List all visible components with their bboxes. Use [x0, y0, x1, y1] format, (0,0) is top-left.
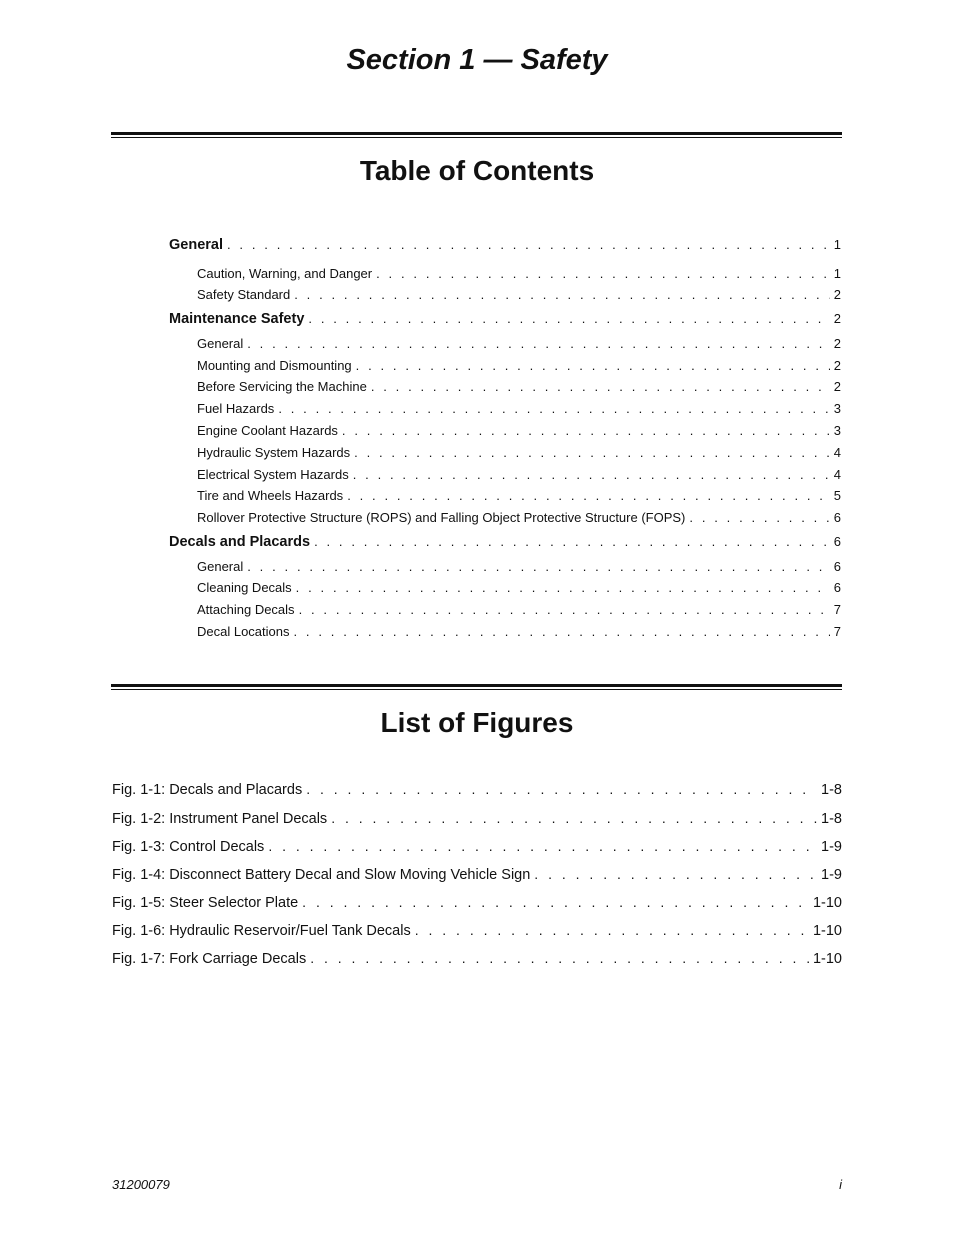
- toc-entry-page: 2: [833, 358, 841, 373]
- toc-entry-label: Mounting and Dismounting: [197, 358, 352, 373]
- toc-entry-attaching-decals[interactable]: [197, 602, 841, 617]
- section-title: Section 1 — Safety: [346, 44, 608, 76]
- figure-entry-1-5[interactable]: [112, 894, 842, 911]
- figure-entry-1-3[interactable]: [112, 838, 842, 855]
- figure-entry-label: Fig. 1-7: Fork Carriage Decals: [112, 951, 307, 967]
- toc-entry-page: 7: [833, 602, 841, 617]
- toc-entry-decals-general[interactable]: [197, 559, 841, 574]
- toc-entry-label: General: [169, 237, 223, 253]
- divider-rule: [111, 684, 842, 690]
- figure-entry-1-1[interactable]: [112, 781, 842, 798]
- toc-entry-maintenance-general[interactable]: [197, 336, 841, 351]
- toc-heading: Table of Contents: [359, 155, 595, 186]
- toc-entry-electrical-system-hazards[interactable]: [197, 467, 841, 482]
- toc-entry-label: Rollover Protective Structure (ROPS) and Falling Object Protective Structure (FOPS): [197, 510, 686, 525]
- toc-entry-page: 2: [833, 311, 841, 326]
- figure-entry-label: Fig. 1-4: Disconnect Battery Decal and Slow Moving Vehicle Sign: [112, 867, 531, 883]
- toc-entry-maintenance-safety[interactable]: [169, 311, 841, 327]
- toc-entry-page: 2: [833, 379, 841, 394]
- toc-entry-label: Maintenance Safety: [169, 311, 305, 327]
- toc-entry-page: 6: [833, 559, 841, 574]
- divider-rule: [111, 132, 842, 138]
- toc-entry-label: Hydraulic System Hazards: [197, 445, 351, 460]
- toc-entry-page: 5: [833, 488, 841, 503]
- figure-entry-1-4[interactable]: [112, 866, 842, 883]
- footer-page-number: i: [839, 1177, 842, 1192]
- toc-entry-decals-placards[interactable]: [169, 534, 841, 550]
- toc-entry-label: Attaching Decals: [197, 602, 295, 617]
- figure-entry-1-2[interactable]: [112, 810, 842, 827]
- figure-entry-label: Fig. 1-1: Decals and Placards: [112, 782, 303, 798]
- toc-entry-caution-warning-danger[interactable]: [197, 266, 841, 281]
- toc-entry-label: Decal Locations: [197, 624, 290, 639]
- toc-entry-cleaning-decals[interactable]: [197, 580, 841, 595]
- figure-entry-label: Fig. 1-6: Hydraulic Reservoir/Fuel Tank Decals: [112, 923, 411, 939]
- toc-entry-page: 7: [833, 624, 841, 639]
- toc-entry-page: 6: [833, 580, 841, 595]
- toc-entry-engine-coolant-hazards[interactable]: [197, 423, 841, 438]
- figure-entry-page: 1-10: [812, 951, 842, 967]
- toc-entry-label: Fuel Hazards: [197, 401, 275, 416]
- toc-entry-rops-fops[interactable]: [197, 510, 841, 525]
- toc-entry-label: Safety Standard: [197, 287, 291, 302]
- toc-entry-page: 1: [833, 266, 841, 281]
- toc-entry-fuel-hazards[interactable]: [197, 401, 841, 416]
- toc-entry-page: 4: [833, 467, 841, 482]
- figure-entry-page: 1-9: [821, 839, 842, 855]
- figure-entry-page: 1-9: [821, 867, 842, 883]
- toc-entry-before-servicing[interactable]: [197, 379, 841, 394]
- figure-entry-label: Fig. 1-3: Control Decals: [112, 839, 265, 855]
- toc-entry-label: Engine Coolant Hazards: [197, 423, 338, 438]
- figure-entry-1-6[interactable]: [112, 922, 842, 939]
- toc-entry-page: 6: [833, 534, 841, 549]
- toc-entry-page: 2: [833, 336, 841, 351]
- toc-entry-tire-wheels-hazards[interactable]: [197, 488, 841, 503]
- toc-entry-page: 6: [833, 510, 841, 525]
- toc-entry-label: Electrical System Hazards: [197, 467, 349, 482]
- toc-entry-label: Decals and Placards: [169, 534, 311, 550]
- toc-entry-decal-locations[interactable]: [197, 624, 841, 639]
- toc-entry-label: General: [197, 559, 244, 574]
- toc-entry-page: 2: [833, 287, 841, 302]
- toc-entry-label: General: [197, 336, 244, 351]
- figure-entry-page: 1-8: [821, 782, 842, 798]
- toc-entry-label: Cleaning Decals: [197, 580, 292, 595]
- toc-entry-mounting-dismounting[interactable]: [197, 358, 841, 373]
- toc-entry-page: 3: [833, 401, 841, 416]
- toc-entry-page: 1: [833, 237, 841, 252]
- toc-entry-safety-standard[interactable]: [197, 287, 841, 302]
- toc-entry-general[interactable]: [169, 237, 841, 253]
- figure-entry-label: Fig. 1-2: Instrument Panel Decals: [112, 811, 328, 827]
- figure-entry-page: 1-10: [812, 895, 842, 911]
- figures-heading: List of Figures: [380, 707, 574, 738]
- toc-entry-label: Caution, Warning, and Danger: [197, 266, 373, 281]
- toc-entry-page: 3: [833, 423, 841, 438]
- toc-entry-label: Before Servicing the Machine: [197, 379, 367, 394]
- toc-entry-label: Tire and Wheels Hazards: [197, 488, 344, 503]
- figure-entry-label: Fig. 1-5: Steer Selector Plate: [112, 895, 299, 911]
- figure-entry-page: 1-10: [812, 923, 842, 939]
- figure-entry-1-7[interactable]: [112, 950, 842, 967]
- figure-entry-page: 1-8: [821, 811, 842, 827]
- footer-doc-number: 31200079: [112, 1177, 170, 1192]
- toc-entry-hydraulic-system-hazards[interactable]: [197, 445, 841, 460]
- toc-entry-page: 4: [833, 445, 841, 460]
